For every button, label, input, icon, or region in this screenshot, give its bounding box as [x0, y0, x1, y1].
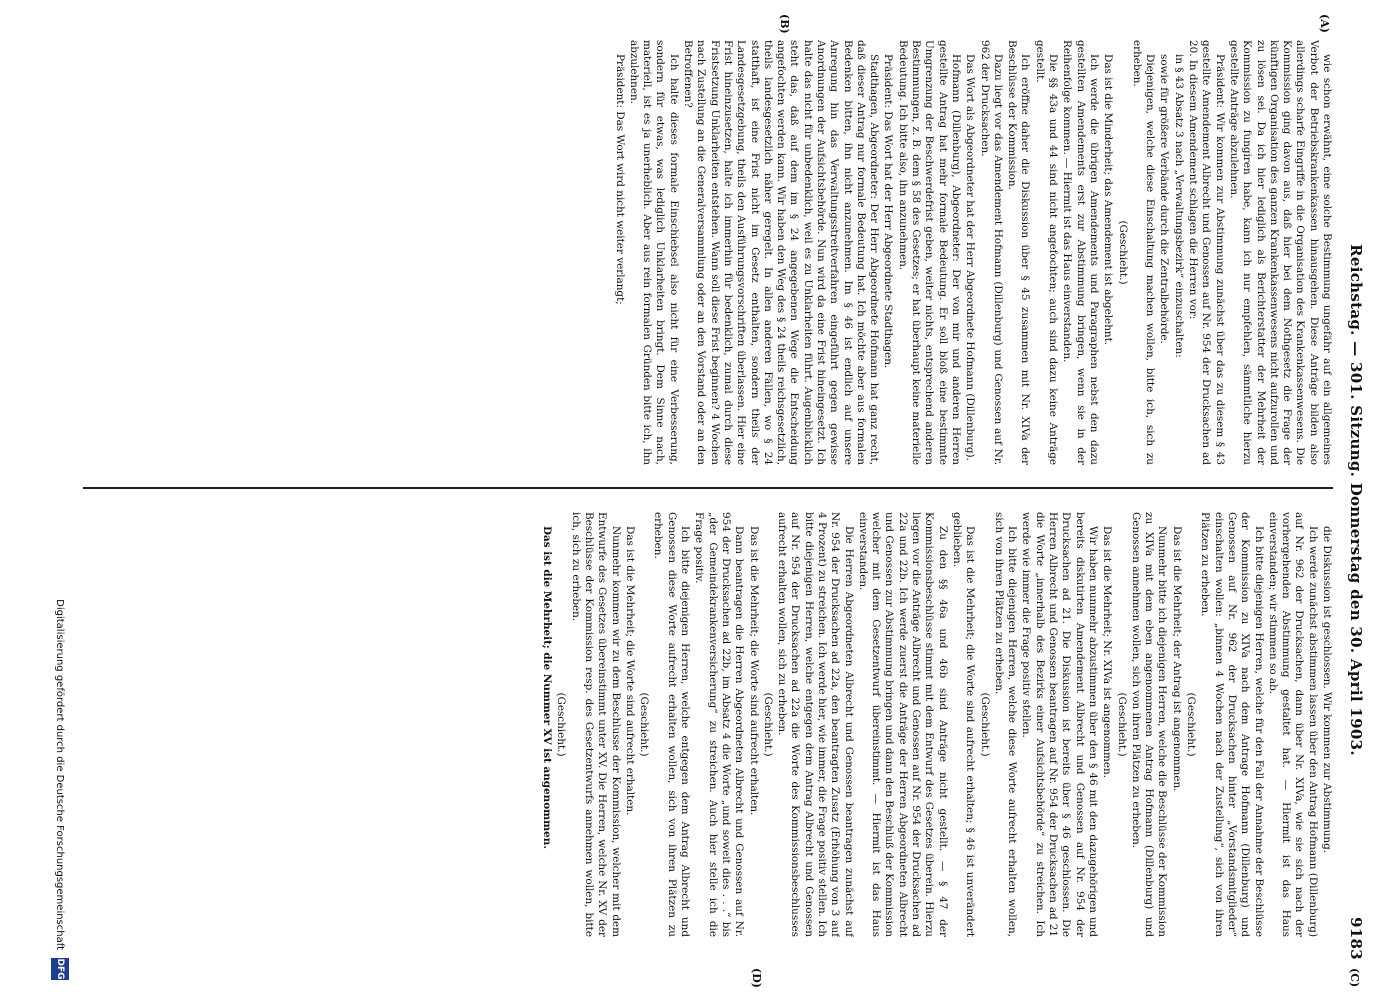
paragraph: (Geschieht.) — [1185, 692, 1198, 757]
page-header — [1341, 40, 1365, 960]
paragraph: sowie für größere Verbände durch die Zentralbehörde. — [1158, 54, 1171, 344]
margin-mark-a: (A) — [1318, 14, 1331, 33]
paragraph: wie schon erwähnt, eine solche Bestimmung ungefähr auf ein allgemeines Verbot der Betriebskrankenkassen hinausgehen. Diese Anträge bilden also allerdings scharfe Eingriffe in die Organisation des Krankenkassenwesens. Die Kommission ging davon aus, daß hier bei dem Nothgesetz die Frage der künftigen Organisation des ganzen Krankenkassenwesens nicht aufzurollen und zu lösen sei. Da ich hier lediglich als Berichterstatter der Mehrheit der Kommission zu fungiren habe, kann ich nur empfehlen, sämmtliche hierzu gestellte Anträge abzulehnen. — [1227, 40, 1333, 465]
paragraph: Das ist die Mehrheit; der Antrag ist angenommen. — [1170, 526, 1183, 792]
paragraph: die Diskussion ist geschlossen. Wir kommen zur Abstimmung. — [1321, 526, 1333, 854]
paragraph: Dazu liegt vor das Amendement Hofmann (Dillenburg) und Genossen auf Nr. 962 der Drucksachen. — [978, 40, 1004, 465]
paragraph: Wir haben nunmehr abzustimmen über den § 46 mit den dazugehörigen und bereits diskutirten Amendement Albrecht und Genossen auf Nr. 954 der Drucksachen ad 21. Die Diskussion ist bereits über § 46 geschlossen. Die Herren Albrecht und Genossen beantragen auf Nr. 954 der Drucksachen ad 21 die Worte „innerhalb des Bezirks einer Aufsichtsbehörde“ zu streichen. Ich werde wie immer die Frage positiv stellen. — [1020, 512, 1099, 937]
left-column — [83, 40, 1333, 465]
paragraph: (Geschieht.) — [1116, 220, 1129, 285]
paragraph: Das ist die Minderheit; das Amendement ist abgelehnt. — [1102, 54, 1115, 346]
header-title: Reichstag. — 301. Sitzung. Donnerstag den 30. April 1903. — [1347, 244, 1365, 756]
margin-mark-b: (B) — [778, 14, 791, 34]
paragraph: (Geschieht.) — [555, 692, 568, 757]
paragraph: Präsident: Wir kommen zur Abstimmung zunächst über das zu diesem § 43 gestellte Amendement Albrecht und Genossen auf Nr. 954 der Drucksachen ad 20. In diesem Amendement schlagen die Herren vor: — [1187, 40, 1226, 465]
paragraph: Die Herren Abgeordneten Albrecht und Genossen beantragen zunächst auf Nr. 954 der Drucksachen ad 22a, den beantragten Zusatz (Erhöhung von 3 auf 4 Prozent) zu streichen. Ich werde hier, wie immer, die Frage positiv stellen. Ich bitte diejenigen Herren, welche entgegen dem Antrag Albrecht und Genossen auf Nr. 954 der Drucksachen ad 22a die Worte des Kommissionsbeschlusses aufrecht erhalten wollen, sich zu erheben. — [776, 512, 855, 937]
dfg-logo: DFG — [51, 958, 69, 980]
paragraph: (Geschieht.) — [638, 692, 651, 757]
paragraph: Das Wort als Abgeordneter hat der Herr Abgeordnete Hofmann (Dillenburg). — [964, 54, 977, 461]
paragraph: Präsident: Das Wort hat der Herr Abgeordnete Stadthagen. — [882, 54, 895, 369]
paragraph: Nunmehr bitte ich diejenigen Herren, welche die Beschlüsse der Kommission zu XIVa mit dem eben angenommenen Antrag Hofmann (Dillenburg) und Genossen annehmen wollen, sich von ihren Plätzen zu erheben. — [1129, 512, 1169, 937]
paragraph: Ich bitte diejenigen Herren, welche entgegen dem Antrag Albrecht und Genossen diese Worte aufrecht erhalten wollen, sich von ihren Plätzen zu erheben. — [652, 512, 692, 937]
paragraph: Ich bitte diejenigen Herren, welche diese Worte aufrecht erhalten wollen, sich von ihren Plätzen zu erheben. — [992, 512, 1019, 937]
paragraph: Das ist die Mehrheit; die Nummer XV ist angenommen. — [541, 526, 554, 849]
paragraph: Das ist die Mehrheit; Nr. XIVa ist angenommen. — [1101, 526, 1114, 779]
paragraph: Zu den §§ 46a und 46b sind Anträge nicht gestellt. — § 47 der Kommissionsbeschlüsse stimmt mit dem Entwurf des Gesetzes überein. Hierzu liegen vor die Anträge Albrecht und Genossen auf Nr. 954 der Drucksachen ad 22a und 22b. Ich werde zuerst die Anträge der Herren Abgeordneten Albrecht und Genossen zur Abstimmung bringen und dann den Beschluß der Kommission welcher mit dem Gesetzentwurf übereinstimmt. — Hiermit ist das Haus einverstanden. — [856, 512, 949, 937]
paragraph: Ich halte dieses formale Einschiebsel also nicht für eine Verbesserung, sondern für etwas, was lediglich Unklarheiten bringt. Dem Sinne nach, materiell, ist es ja unerheblich. Aber aus rein formalen Gründen bitte ich, ihn abzulehnen. — [627, 40, 680, 465]
paragraph: Ich eröffne daher die Diskussion über § 45 zusammen mit Nr. XIVa der Beschlüsse der Kommission. — [1006, 40, 1032, 465]
footer-credit: Digitalisierung gefördert durch die Deutsche Forschungsgemeinschaft — [54, 599, 65, 950]
paragraph: Die §§ 43a und 44 sind nicht angefochten; auch sind dazu keine Anträge gestellt. — [1033, 40, 1060, 465]
paragraph: in § 43 Absatz 3 nach „Verwaltungsbezirk“ einzuschalten: — [1172, 54, 1185, 358]
column-divider — [83, 487, 1333, 489]
margin-mark-d: (D) — [750, 968, 763, 988]
page-footer — [41, 20, 65, 980]
paragraph: (Geschieht.) — [1115, 692, 1128, 757]
paragraph: Ich werde zunächst abstimmen lassen über den Antrag Hofmann (Dillenburg) auf Nr. 962 der Drucksachen, dann über Nr. XIVa, wie sie sich nach der vorhergehenden Abstimmung gestaltet hat. — Hiermit ist das Haus einverstanden; wir stimmen so ab. — [1266, 512, 1319, 937]
paragraph: Das ist die Mehrheit; die Worte sind aufrecht erhalten. — [747, 526, 760, 816]
paragraph: Hofmann (Dillenburg), Abgeordneter: Der von mir und anderen Herren gestellte Antrag hat mehr formale Bedeutung. Er soll bloß eine bestimmte Umgrenzung der Beschwerdefrist geben, weiter nichts, entsprechend anderen Bestimmungen, z. B. dem § 58 des Gesetzes; er hat überhaupt keine materielle Bedeutung. Ich bitte also, ihn anzunehmen. — [896, 40, 962, 465]
paragraph: Das ist die Mehrheit; die Worte sind aufrecht erhalten; § 46 ist unverändert geblieben. — [950, 512, 977, 937]
paragraph: Dann beantragen die Herren Abgeordneten Albrecht und Genossen auf Nr. 954 der Drucksachen ad 22b, im Absatz 4 die Worte „und soweit dies . . .“ bis „der Gemeindekrankenversicherung“ zu streichen. Auch hier stelle ich die Frage positiv. — [693, 512, 746, 937]
paragraph: Das ist die Mehrheit; die Worte sind aufrecht erhalten. — [623, 526, 636, 816]
paragraph: Stadthagen, Abgeordneter: Der Herr Abgeordnete Hofmann hat ganz recht, daß dieser Antrag nur formale Bedeutung hat. Ich möchte aber aus formalen Bedenken bitten, ihn nicht anzunehmen. Im § 46 ist endlich auf unsere Anregung hin das Verwaltungsstreitverfahren eingeführt gegen gewisse Anordnungen der Aufsichtsbehörde. Nun wird da eine Frist hineingesetzt. Ich halte das nicht für unbedenklich, weil es zu Unklarheiten führt. Augenblicklich steht das, daß auf dem im § 24 angegebenen Wege die Entscheidung angefochten werden kann. Wir haben den Weg des § 24 theils reichsgesetzlich, theils landesgesetzlich näher geregelt. In allen anderen Fällen, wo § 24 statthaft, ist eine Frist nicht im Gesetz enthalten, sondern theils der Landesgesetzgebung, theils den Ausführungsvorschriften überlassen. Hier eine Frist hineinzusetzen, halte ich immerhin für bedenklich, zumal durch diese Fristsetzung Unklarheiten entstehen. Wann soll diese Frist beginnen? 4 Wochen nach Zustellung an die Generalversammlung oder an den Vorstand oder an den Betroffenen? — [682, 40, 881, 465]
paragraph: Präsident: Das Wort wird nicht weiter verlangt; — [613, 54, 626, 305]
paragraph: Ich werde die übrigen Amendements und Paragraphen nebst den dazu gestellten Amendements erst zur Abstimmung bringen, wenn sie in der Reihenfolge kommen. — Hiermit ist das Haus einverstanden. — [1061, 40, 1100, 465]
paragraph: Nunmehr kommen wir zu dem Beschlusse der Kommission, welcher mit dem Entwurfe des Gesetzes übereinstimmt unter XV. Die Herren, welche Nr. XV der Beschlüsse der Kommission resp. des Gesetzentwurfs annehmen wollen, bitte ich, sich zu erheben. — [569, 512, 622, 937]
right-column — [83, 512, 1333, 937]
paragraph: Ich bitte diejenigen Herren, welche für den Fall der Annahme der Beschlüsse der Kommission zu XIVa nach dem Antrage Hofmann (Dillenburg) und Genossen auf Nr. 962 der Drucksachen hinter „Vorstandsmitglieder“ einschalten wollen: „binnen 4 Wochen nach der Zustellung“, sich von ihren Plätzen zu erheben. — [1199, 512, 1265, 937]
margin-mark-c: (C) — [1348, 968, 1361, 988]
paragraph: (Geschieht.) — [761, 692, 774, 757]
paragraph: (Geschieht.) — [978, 692, 991, 757]
page-number: 9183 — [1347, 917, 1365, 960]
paragraph: Diejenigen, welche diese Einschaltung machen wollen, bitte ich, sich zu erheben. — [1130, 40, 1157, 465]
